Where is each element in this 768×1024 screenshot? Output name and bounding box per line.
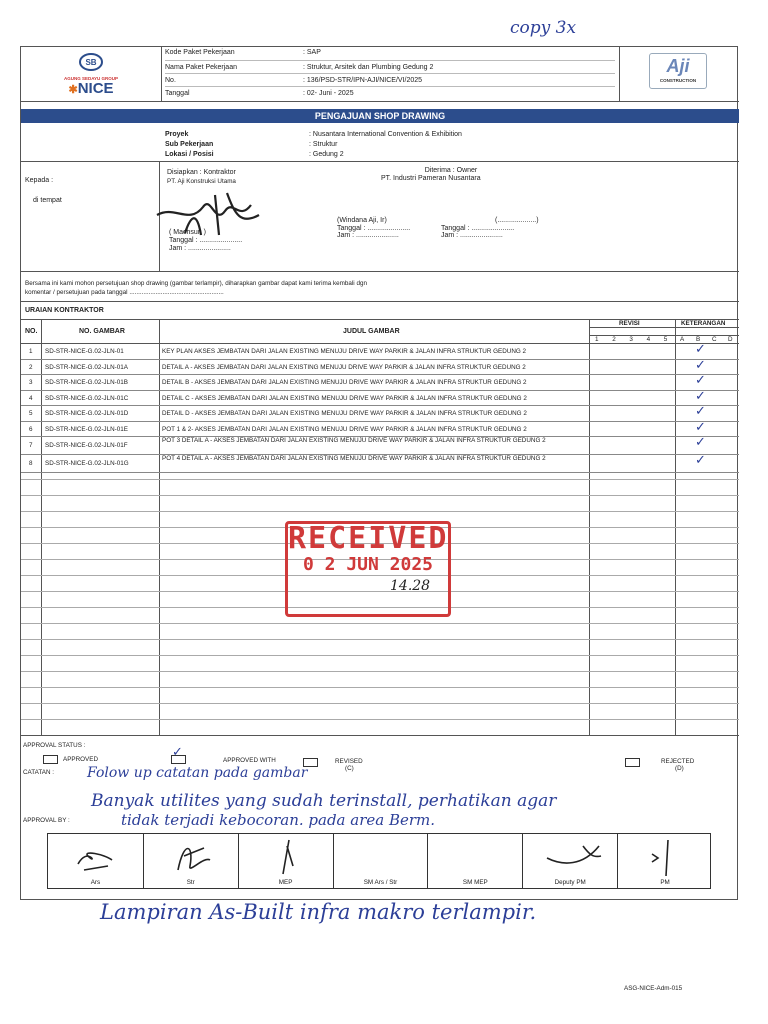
row-number: 1 [29, 348, 33, 355]
owner-jam-2: Jam : ...................... [441, 232, 503, 239]
kepada-label: Kepada : [25, 177, 54, 184]
nice-logo: SB AGUNG SEDAYU GROUP ✱NICE [51, 53, 131, 98]
col-keterangan: KETERANGAN [681, 320, 726, 327]
revised-code: (C) [345, 765, 354, 772]
col-revisi: REVISI [619, 320, 640, 327]
check-icon: ✓ [695, 453, 706, 468]
signature [543, 836, 603, 876]
revisi-number: 1 [595, 336, 599, 343]
check-icon: ✓ [695, 419, 706, 435]
table-row [21, 406, 739, 422]
drawing-number: SD-STR-NICE-G.02-JLN-01B [45, 379, 128, 386]
bottom-note: Lampiran As-Built infra makro terlampir. [100, 900, 537, 924]
field-label: Kode Paket Pekerjaan [165, 49, 235, 56]
row-number: 8 [29, 460, 33, 467]
signer-box [617, 834, 712, 888]
header-fields [165, 49, 615, 99]
form-code: ASG-NICE-Adm-015 [624, 985, 683, 992]
table-gridline [21, 495, 739, 496]
prepared-name: ( Machsun ) [169, 229, 206, 236]
drawing-title: DETAIL A - AKSES JEMBATAN DARI JALAN EXISTING MENUJU DRIVE WAY PARKIR & JALAN INFRA STRUKTUR GEDUNG 2 [162, 363, 526, 371]
owner-name-1: (Windana Aji, Ir) [337, 217, 387, 224]
table-row [21, 357, 739, 376]
table-gridline [21, 703, 739, 704]
received-company: PT. Industri Pameran Nusantara [381, 175, 481, 182]
signature [68, 836, 128, 876]
field-value: : 136/PSD-STR/IPN-AJI/NICE/VI/2025 [303, 77, 423, 84]
table-row [21, 344, 739, 360]
check-icon: ✓ [695, 404, 706, 419]
owner-tanggal-2: Tanggal : ...................... [441, 225, 515, 232]
rejected-code: (D) [675, 765, 684, 772]
table-row [21, 375, 739, 391]
table-row [21, 455, 739, 473]
approved-checkbox[interactable] [43, 755, 58, 764]
revisi-numbers [589, 336, 675, 344]
drawing-title: DETAIL B - AKSES JEMBATAN DARI JALAN EXISTING MENUJU DRIVE WAY PARKIR & JALAN INFRA STRUKTUR GEDUNG 2 [162, 379, 527, 386]
drawing-title: POT 3 DETAIL A - AKSES JEMBATAN DARI JALAN EXISTING MENUJU DRIVE WAY PARKIR & JALAN INFRA STRUKTUR GEDUNG 2 [162, 437, 546, 444]
approved-label: APPROVED [63, 756, 98, 763]
drawing-number: SD-STR-NICE-G.02-JLN-01G [45, 460, 129, 467]
signer-label: Str [186, 879, 195, 886]
prepared-company: PT. Aji Konstruksi Utama [167, 178, 236, 185]
drawing-title: POT 4 DETAIL A - AKSES JEMBATAN DARI JALAN EXISTING MENUJU DRIVE WAY PARKIR & JALAN INFRA STRUKTUR GEDUNG 2 [162, 455, 546, 462]
revised-label: REVISED [335, 758, 363, 765]
uraian-label: URAIAN KONTRAKTOR [25, 307, 104, 314]
signer-label: SM Ars / Str [363, 879, 398, 886]
approved-with-label: APPROVED WITH [223, 757, 276, 764]
nice-brand: ✱NICE [68, 80, 114, 97]
drawing-number: SD-STR-NICE-G.02-JLN-01E [45, 425, 128, 433]
drawing-title: DETAIL C - AKSES JEMBATAN DARI JALAN EXISTING MENUJU DRIVE WAY PARKIR & JALAN INFRA STRUKTUR GEDUNG 2 [162, 394, 527, 402]
stamp-word: RECEIVED [288, 521, 449, 556]
signer-box [48, 834, 143, 888]
drawing-number: SD-STR-NICE-G.02-JLN-01 [45, 348, 124, 355]
col-gambar: NO. GAMBAR [79, 328, 125, 335]
drawing-title: POT 1 & 2- AKSES JEMBATAN DARI JALAN EXISTING MENUJU DRIVE WAY PARKIR & JALAN INFRA STRUKTUR GEDUNG 2 [162, 425, 527, 433]
check-icon: ✓ [695, 435, 706, 450]
signer-box [238, 834, 333, 888]
check-icon: ✓ [695, 388, 706, 404]
table-row [21, 437, 739, 455]
approval-status-label: APPROVAL STATUS : [23, 742, 86, 749]
keterangan-letter: A [680, 336, 685, 343]
table-gridline [21, 655, 739, 656]
row-number: 7 [29, 442, 33, 449]
received-label: Diterima : Owner [424, 167, 478, 174]
table-row [21, 419, 739, 438]
intro-line-2: komentar / persetujuan pada tanggal ...................................................... [25, 289, 224, 296]
note-line-3: tidak terjadi kebocoran. pada area Berm. [121, 811, 436, 829]
field-label: No. [165, 77, 176, 84]
di-tempat: di tempat [33, 197, 62, 204]
revisi-number: 5 [663, 336, 668, 343]
form-sheet [20, 46, 738, 900]
signer-label: Deputy PM [554, 879, 586, 886]
project-info: Proyek : Nusantara International Convention & Exhibition Sub Pekerjaan : Struktur Lokasi / Posisi : Gedung 2 [165, 131, 462, 158]
revisi-number: 3 [629, 336, 633, 343]
note-line-1: Folow up catatan pada gambar [87, 765, 308, 781]
drawing-number: SD-STR-NICE-G.02-JLN-01F [45, 442, 128, 449]
drawing-number: SD-STR-NICE-G.02-JLN-01A [45, 363, 128, 371]
signature [164, 836, 224, 876]
drawing-title: DETAIL D - AKSES JEMBATAN DARI JALAN EXISTING MENUJU DRIVE WAY PARKIR & JALAN INFRA STRUKTUR GEDUNG 2 [162, 410, 527, 417]
owner-name-2: (....................) [495, 217, 539, 224]
field-value: : Struktur, Arsitek dan Plumbing Gedung 2 [303, 64, 434, 71]
signature [259, 836, 319, 876]
stamp-date: 0 2 JUN 2025 [302, 554, 434, 575]
signature [638, 836, 698, 876]
aji-construction-logo: Aji CONSTRUCTION [649, 53, 707, 89]
prepared-jam: Jam : ...................... [169, 245, 231, 252]
row-number: 5 [29, 410, 33, 417]
note-line-2: Banyak utilites yang sudah terinstall, perhatikan agar [91, 791, 557, 811]
keterangan-letters [675, 336, 739, 344]
signer-label: PM [660, 879, 670, 886]
rejected-label: REJECTED [661, 758, 695, 765]
received-stamp [285, 521, 451, 617]
table-row [21, 388, 739, 407]
signer-label: Ars [90, 879, 101, 886]
stamp-time: 14.28 [390, 578, 431, 594]
table-gridline [21, 687, 739, 688]
field-value: : 02- Juni - 2025 [303, 90, 354, 97]
drawing-number: SD-STR-NICE-G.02-JLN-01D [45, 410, 129, 417]
agung-sedayu-emblem-icon [78, 53, 104, 71]
col-judul: JUDUL GAMBAR [343, 328, 400, 335]
col-no: NO. [25, 328, 38, 335]
signer-box [427, 834, 522, 888]
table-gridline [21, 511, 739, 512]
signer-label: MEP [278, 879, 293, 886]
field-value: : SAP [303, 49, 321, 56]
table-gridline [21, 719, 739, 720]
prepared-tanggal: Tanggal : ...................... [169, 237, 243, 244]
intro-line-1: Bersama ini kami mohon persetujuan shop drawing (gambar terlampir), diharapkan gambar dapat kami terima kembali dgn [25, 280, 367, 287]
drawing-title: KEY PLAN AKSES JEMBATAN DARI JALAN EXISTING MENUJU DRIVE WAY PARKIR & JALAN INFRA STRUKTUR GEDUNG 2 [162, 348, 527, 355]
table-gridline [21, 639, 739, 640]
drawing-number: SD-STR-NICE-G.02-JLN-01C [45, 394, 129, 402]
row-number: 6 [29, 425, 33, 433]
keterangan-letter: C [712, 336, 717, 343]
field-label: Tanggal [165, 90, 190, 97]
signer-box [522, 834, 617, 888]
row-number: 3 [29, 379, 33, 386]
approved-with-check-icon: ✓ [172, 745, 183, 760]
row-number: 4 [29, 394, 33, 402]
owner-jam-1: Jam : ...................... [337, 232, 399, 239]
signer-box [143, 834, 238, 888]
revisi-number: 2 [612, 336, 616, 343]
table-gridline [21, 623, 739, 624]
check-icon: ✓ [695, 342, 706, 357]
check-icon: ✓ [695, 357, 706, 373]
owner-tanggal-1: Tanggal : ...................... [337, 225, 411, 232]
table-gridline [21, 671, 739, 672]
rejected-checkbox[interactable] [625, 758, 640, 767]
row-number: 2 [29, 363, 33, 371]
keterangan-letter: D [728, 336, 733, 343]
table-gridline [21, 479, 739, 480]
keterangan-letter: B [696, 336, 701, 343]
svg-text:SB: SB [85, 58, 97, 67]
copy-note: copy 3x [510, 18, 577, 38]
page-title: PENGAJUAN SHOP DRAWING [21, 109, 739, 123]
check-icon: ✓ [695, 373, 706, 388]
signer-boxes [47, 833, 711, 889]
signer-box [333, 834, 428, 888]
signer-label: SM MEP [462, 879, 488, 886]
approval-by-label: APPROVAL BY : [23, 817, 70, 824]
field-label: Nama Paket Pekerjaan [165, 64, 237, 71]
revisi-number: 4 [646, 336, 651, 343]
catatan-label: CATATAN : [23, 769, 55, 776]
prepared-label: Disiapkan : Kontraktor [167, 169, 236, 176]
